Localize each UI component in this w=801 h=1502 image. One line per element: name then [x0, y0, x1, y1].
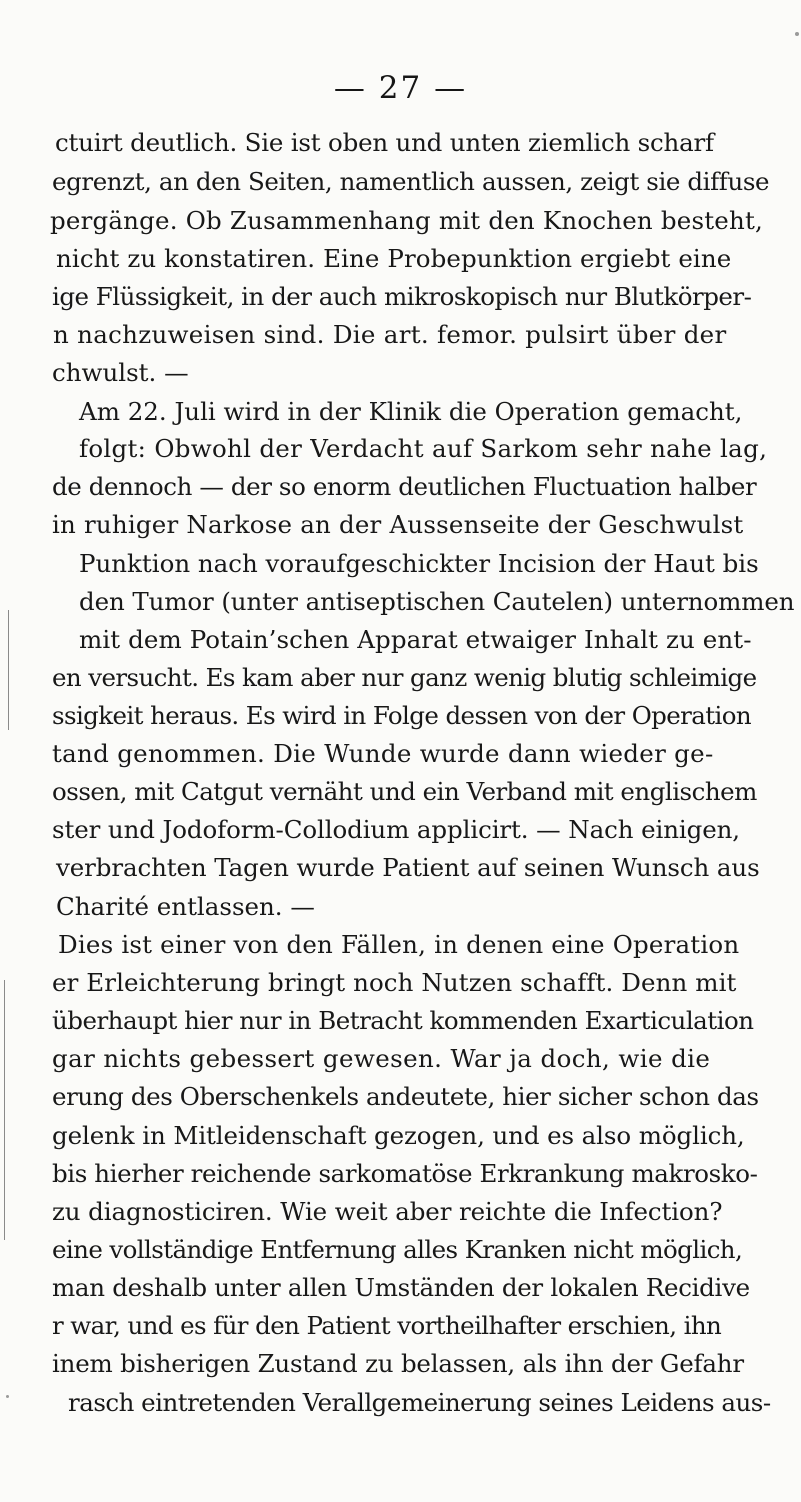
paper-speck [795, 32, 799, 36]
text-line: Punktion nach voraufgeschickter Incision der Haut bis [79, 549, 759, 578]
text-line: Dies ist einer von den Fällen, in denen eine Operation [58, 930, 740, 959]
text-line: er Erleichterung bringt noch Nutzen schafft. Denn mit [52, 968, 737, 997]
text-line: Am 22. Juli wird in der Klinik die Operation gemacht, [79, 397, 743, 426]
text-line: ster und Jodoform-Collodium applicirt. — Nach einigen, [52, 815, 740, 844]
text-line: chwulst. — [52, 358, 189, 387]
text-line: tand genommen. Die Wunde wurde dann wieder ge- [52, 739, 714, 768]
text-line: man deshalb unter allen Umständen der lokalen Recidive [52, 1273, 750, 1302]
text-line: rasch eintretenden Verallgemeinerung seines Leidens aus- [68, 1388, 771, 1417]
text-line: erung des Oberschenkels andeutete, hier sicher schon das [52, 1082, 759, 1111]
text-line: überhaupt hier nur in Betracht kommenden Exarticulation [52, 1006, 754, 1035]
text-line: eine vollständige Entfernung alles Kranken nicht möglich, [52, 1235, 743, 1264]
binding-edge-rule [8, 610, 9, 730]
text-line: en versucht. Es kam aber nur ganz wenig blutig schleimige [52, 663, 757, 692]
text-line: bis hierher reichende sarkomatöse Erkrankung makrosko- [52, 1159, 758, 1188]
text-line: pergänge. Ob Zusammenhang mit den Knochen besteht, [50, 206, 763, 235]
text-line: gelenk in Mitleidenschaft gezogen, und es also möglich, [52, 1121, 745, 1150]
text-line: mit dem Potain’schen Apparat etwaiger Inhalt zu ent- [79, 625, 752, 654]
text-line: inem bisherigen Zustand zu belassen, als ihn der Gefahr [52, 1349, 744, 1378]
text-line: zu diagnosticiren. Wie weit aber reichte die Infection? [52, 1197, 723, 1226]
text-line: folgt: Obwohl der Verdacht auf Sarkom sehr nahe lag, [79, 434, 768, 463]
text-line: verbrachten Tagen wurde Patient auf seinen Wunsch aus [56, 853, 760, 882]
text-line: n nachzuweisen sind. Die art. femor. pulsirt über der [53, 320, 727, 349]
page-number: — 27 — [333, 70, 468, 106]
text-line: gar nichts gebessert gewesen. War ja doch, wie die [52, 1044, 711, 1073]
text-line: r war, und es für den Patient vortheilhafter erschien, ihn [52, 1311, 722, 1340]
text-line: de dennoch — der so enorm deutlichen Fluctuation halber [52, 472, 757, 501]
text-line: egrenzt, an den Seiten, namentlich aussen, zeigt sie diffuse [52, 167, 770, 196]
text-line: ssigkeit heraus. Es wird in Folge dessen von der Operation [52, 701, 752, 730]
text-line: ctuirt deutlich. Sie ist oben und unten ziemlich scharf [55, 128, 714, 157]
paper-speck [6, 1395, 9, 1398]
text-line: Charité entlassen. — [56, 892, 315, 921]
text-line: ossen, mit Catgut vernäht und ein Verband mit englischem [52, 777, 757, 806]
binding-edge-rule [4, 980, 5, 1240]
text-line: ige Flüssigkeit, in der auch mikroskopisch nur Blutkörper- [52, 282, 752, 311]
text-line: in ruhiger Narkose an der Aussenseite der Geschwulst [52, 510, 744, 539]
text-line: den Tumor (unter antiseptischen Cautelen) unternommen [79, 587, 795, 616]
text-line: nicht zu konstatiren. Eine Probepunktion ergiebt eine [56, 244, 732, 273]
